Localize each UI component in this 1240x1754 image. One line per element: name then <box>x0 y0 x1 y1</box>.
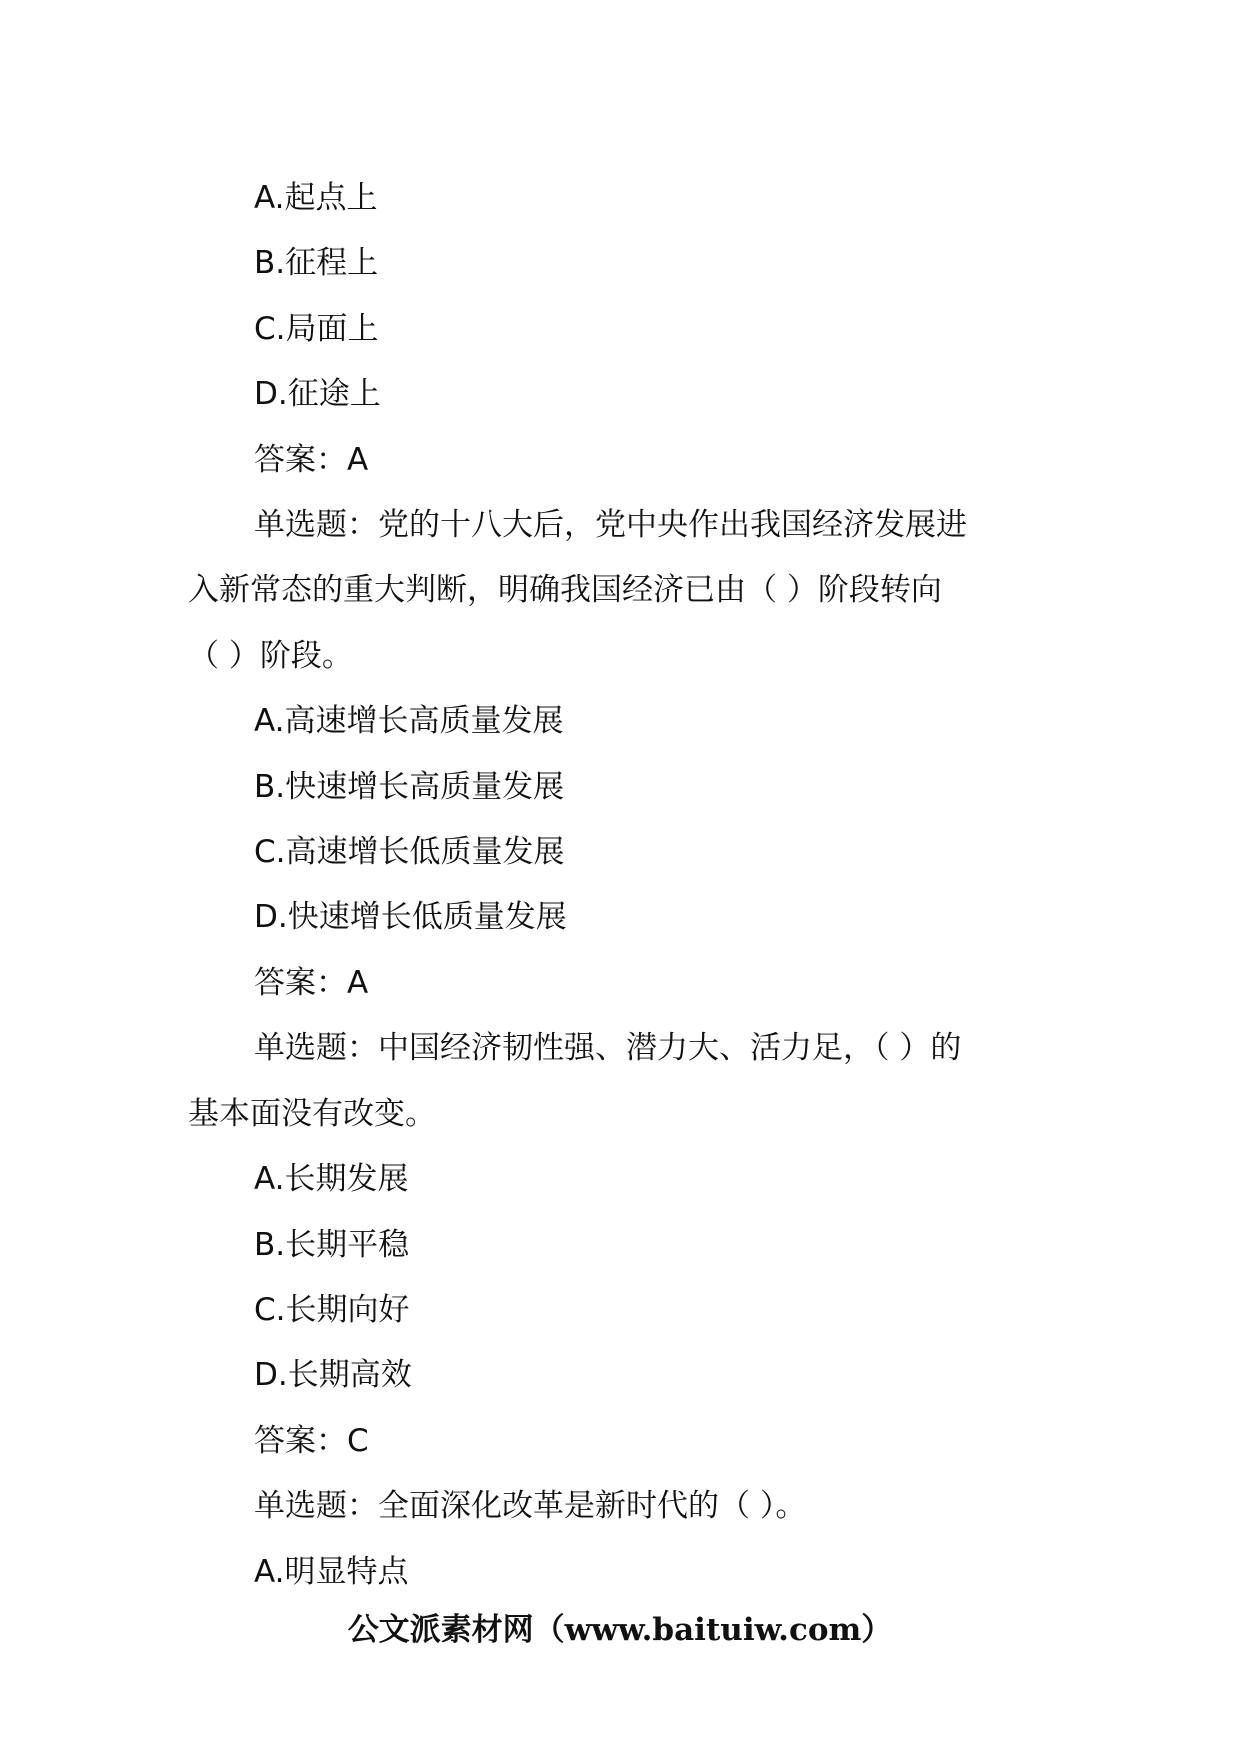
document-body <box>188 166 1063 1605</box>
question-text-line: 单选题：党的十八大后，党中央作出我国经济发展进 <box>254 507 967 544</box>
option-line: D.征途上 <box>254 376 381 413</box>
option-line: A.起点上 <box>254 180 378 216</box>
option-line: C.高速增长低质量发展 <box>254 834 565 871</box>
option-line: C.局面上 <box>254 310 379 347</box>
question-text: 单选题：全面深化改革是新时代的（ ）。 <box>254 1488 807 1525</box>
question-text-line: 单选题：中国经济韧性强、潜力大、活力足，（ ）的 <box>254 1030 962 1067</box>
option-line: B.长期平稳 <box>254 1226 410 1263</box>
question-text-line: 入新常态的重大判断，明确我国经济已由（ ）阶段转向 <box>188 572 942 609</box>
option-line: D.快速增长低质量发展 <box>254 899 567 936</box>
option-line: B.征程上 <box>254 245 379 282</box>
option-line: B.快速增长高质量发展 <box>254 768 565 805</box>
question-text-line: （ ）阶段。 <box>188 637 353 674</box>
answer-line: 答案：C <box>254 1422 369 1459</box>
option-line: C.长期向好 <box>254 1291 410 1328</box>
question-text-line: 基本面没有改变。 <box>188 1095 436 1132</box>
option-line: A.长期发展 <box>254 1161 409 1198</box>
answer-line: 答案：A <box>254 964 369 1001</box>
option-line: A.明显特点 <box>254 1553 409 1590</box>
option-line: D.长期高效 <box>254 1357 412 1394</box>
answer-line: 答案：A <box>254 441 369 478</box>
option-line: A.高速增长高质量发展 <box>254 703 564 740</box>
footer-watermark: 公文派素材网（www.baituiw.com） <box>347 1612 893 1648</box>
